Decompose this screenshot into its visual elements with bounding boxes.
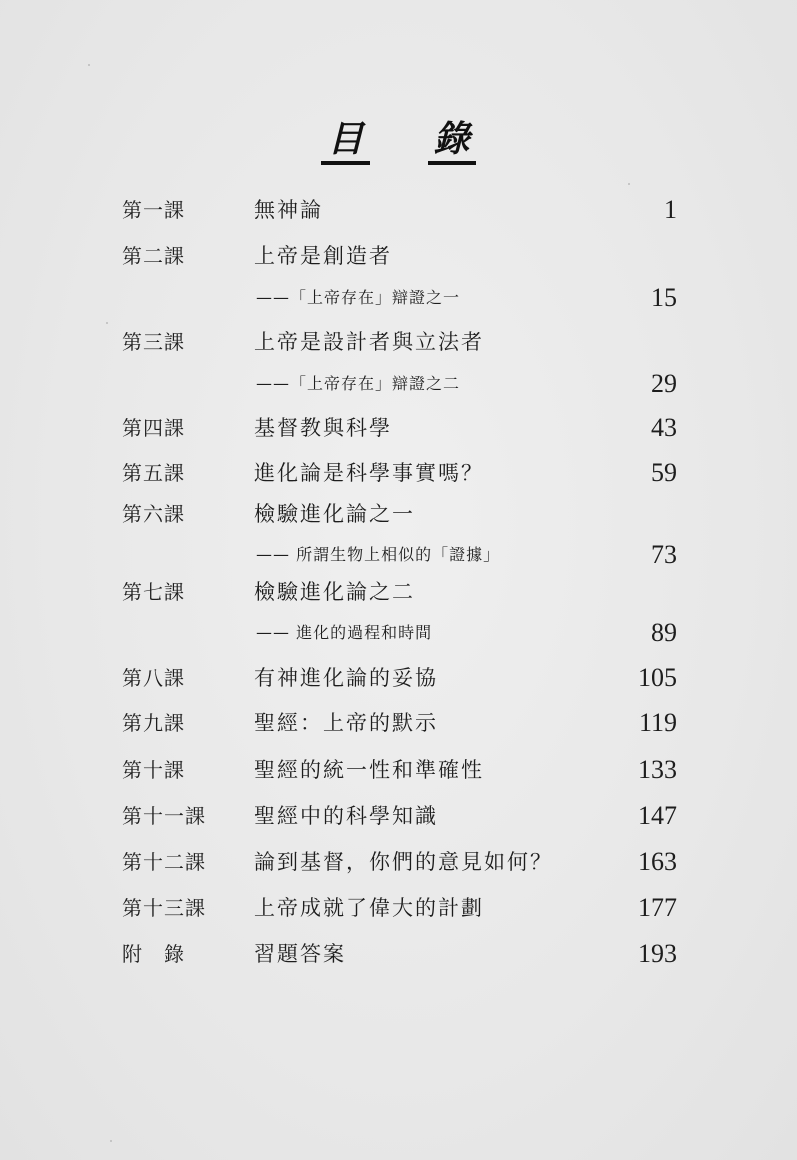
lesson-label: 第七課 <box>122 580 185 604</box>
page-number: 119 <box>638 708 677 737</box>
lesson-title: 無神論 <box>254 198 323 222</box>
toc-entry <box>0 842 797 882</box>
lesson-subtitle: ——「上帝存在」辯證之二 <box>256 374 461 393</box>
scan-speck <box>628 183 630 185</box>
toc-entry <box>0 494 797 534</box>
lesson-label: 第二課 <box>122 244 185 268</box>
lesson-title: 上帝是創造者 <box>254 244 392 268</box>
lesson-title: 聖經的統一性和準確性 <box>254 758 484 782</box>
lesson-title: 有神進化論的妥協 <box>254 666 438 690</box>
page-title <box>0 118 797 165</box>
title-char-1: 目 <box>321 119 369 165</box>
lesson-title: 上帝成就了偉大的計劃 <box>254 896 484 920</box>
lesson-label: 第一課 <box>122 198 185 222</box>
title-char-2: 錄 <box>428 119 476 165</box>
toc-subentry <box>0 535 797 575</box>
lesson-title: 聖經中的科學知識 <box>254 804 438 828</box>
page-number: 105 <box>638 663 677 692</box>
page-number: 147 <box>638 801 677 830</box>
page-number: 193 <box>638 939 677 968</box>
lesson-label: 第十課 <box>122 758 185 782</box>
lesson-label: 第五課 <box>122 461 185 485</box>
lesson-label: 第九課 <box>122 711 185 735</box>
lesson-title: 進化論是科學事實嗎？ <box>254 461 484 485</box>
toc-entry <box>0 888 797 928</box>
page-number: 73 <box>651 540 677 569</box>
lesson-label: 第十二課 <box>122 850 206 874</box>
toc-subentry <box>0 613 797 653</box>
lesson-label: 第六課 <box>122 502 185 526</box>
lesson-subtitle: —— 所謂生物上相似的「證據」 <box>256 545 501 564</box>
lesson-label: 第三課 <box>122 330 185 354</box>
lesson-label: 第四課 <box>122 416 185 440</box>
page-number: 89 <box>651 618 677 647</box>
page-number: 163 <box>638 847 677 876</box>
page-number: 15 <box>651 283 677 312</box>
lesson-title: 檢驗進化論之二 <box>254 580 415 604</box>
toc-entry <box>0 703 797 743</box>
lesson-title: 基督教與科學 <box>254 416 392 440</box>
lesson-title: 上帝是設計者與立法者 <box>254 330 484 354</box>
lesson-subtitle: —— 進化的過程和時間 <box>256 623 433 642</box>
toc-subentry <box>0 278 797 318</box>
lesson-label: 第十一課 <box>122 804 206 828</box>
page-number: 177 <box>638 893 677 922</box>
toc-entry <box>0 190 797 230</box>
scan-speck <box>106 322 108 324</box>
toc-subentry <box>0 364 797 404</box>
page-number: 59 <box>651 458 677 487</box>
page-number: 133 <box>638 755 677 784</box>
toc-entry <box>0 408 797 448</box>
lesson-subtitle: ——「上帝存在」辯證之一 <box>256 288 461 307</box>
toc-entry-appendix <box>0 934 797 974</box>
toc-entry <box>0 322 797 362</box>
lesson-title: 習題答案 <box>254 942 346 966</box>
toc-entry <box>0 658 797 698</box>
toc-entry <box>0 572 797 612</box>
scan-speck <box>88 64 90 66</box>
lesson-title: 論到基督，你們的意見如何？ <box>254 850 553 874</box>
toc-entry <box>0 453 797 493</box>
page-number: 1 <box>664 195 677 224</box>
lesson-label: 第八課 <box>122 666 185 690</box>
lesson-title: 聖經：上帝的默示 <box>254 711 438 735</box>
toc-entry <box>0 236 797 276</box>
scan-speck <box>110 1140 112 1142</box>
lesson-label: 第十三課 <box>122 896 206 920</box>
lesson-title: 檢驗進化論之一 <box>254 502 415 526</box>
toc-entry <box>0 750 797 790</box>
toc-entry <box>0 796 797 836</box>
appendix-label: 附錄 <box>122 942 206 966</box>
page-number: 43 <box>651 413 677 442</box>
page-number: 29 <box>651 369 677 398</box>
